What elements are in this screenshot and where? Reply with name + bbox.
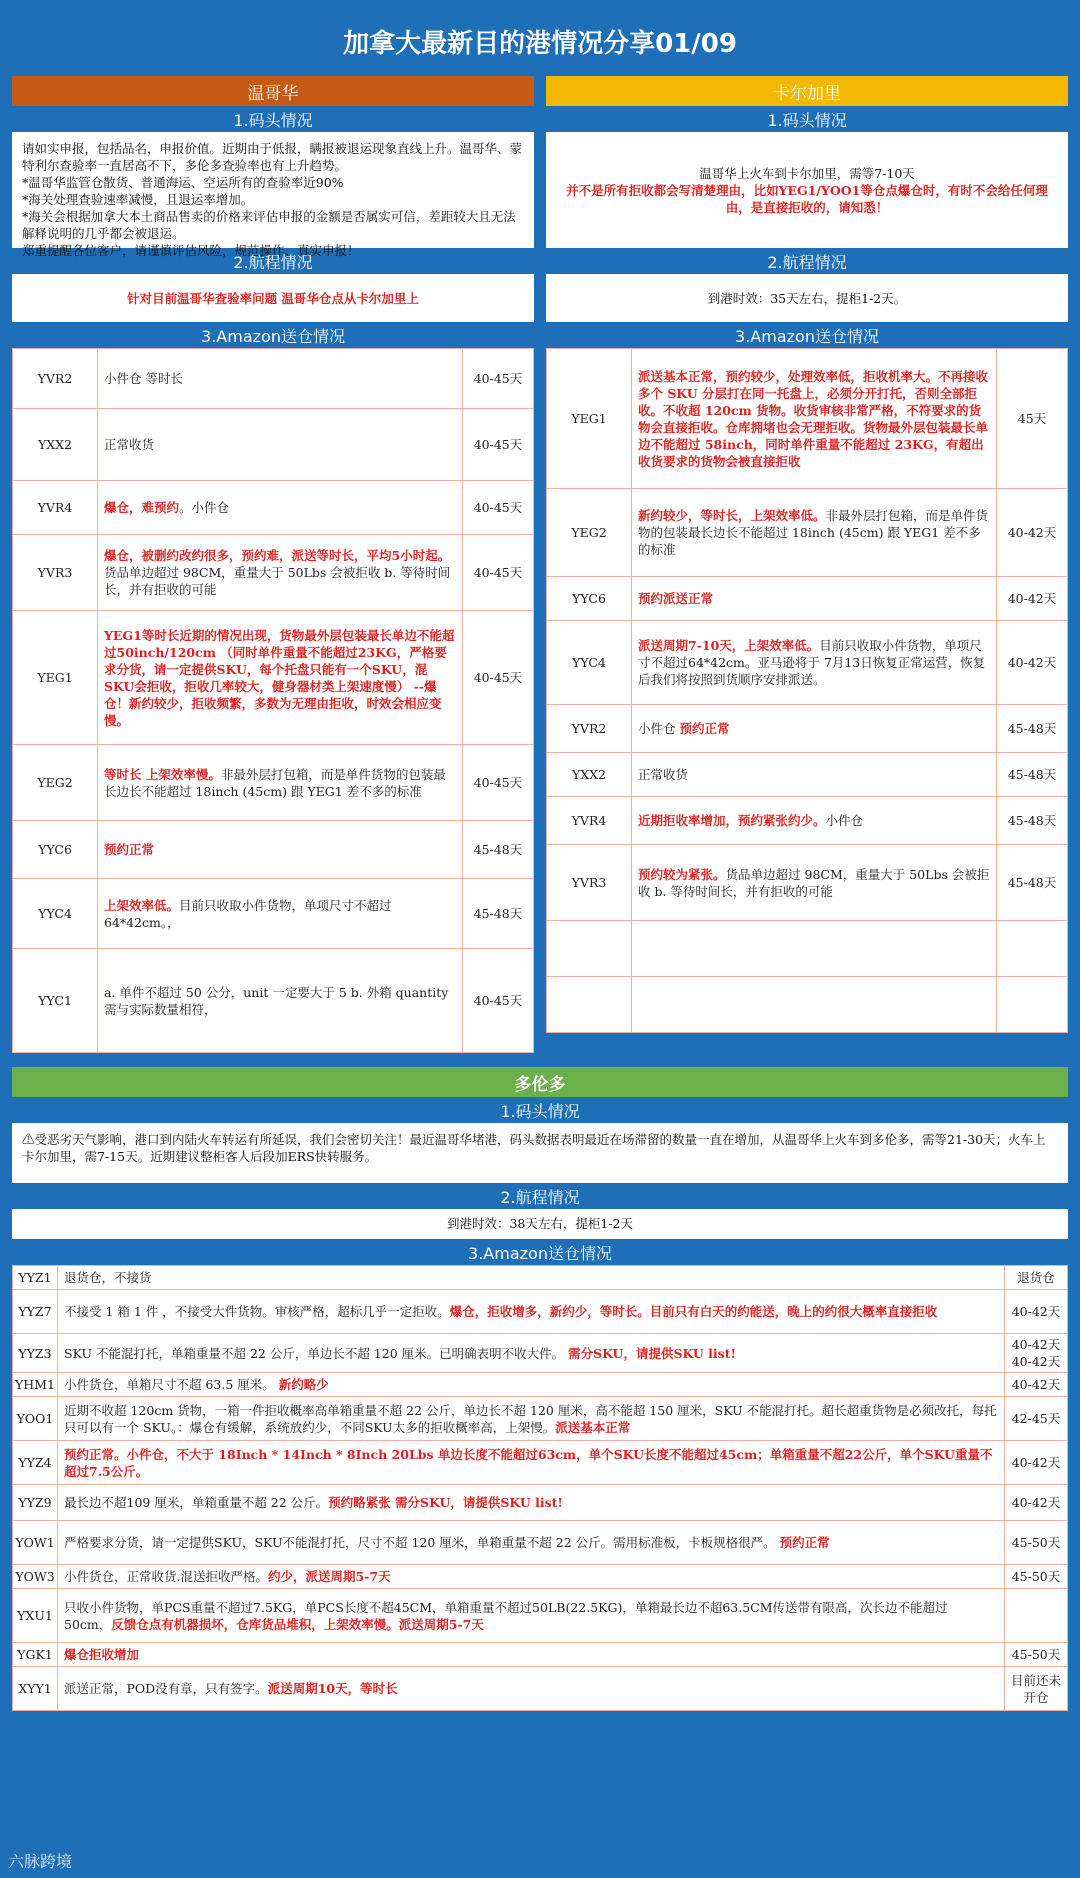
vancouver-amazon-transit-days: 40-45天 — [463, 409, 534, 481]
vancouver-amazon-warehouse-code: YYC4 — [13, 879, 98, 949]
calgary-amazon-row — [547, 845, 1068, 921]
vancouver-amazon-description-part: 上架效率低。 — [104, 897, 180, 913]
calgary-amazon-description-part: 小件仓 — [638, 721, 680, 736]
toronto-amazon-row — [13, 1266, 1068, 1290]
toronto-route-header: 2.航程情况 — [500, 1187, 580, 1207]
calgary-amazon-transit-days: 45-48天 — [997, 845, 1068, 921]
vancouver-amazon-description-part: 爆仓，难预约 — [104, 500, 180, 515]
toronto-amazon-description-part: 只收小件货物，单PCS重量不超过7.5KG，单PCS长度不超45CM，单箱重量不超过50LB(22.5KG)，单箱最长边不超63.5CM传送带有限高，次长边不能超过 50cm， — [64, 1599, 948, 1632]
toronto-dock-header: 1.码头情况 — [500, 1101, 580, 1121]
vancouver-amazon-row — [13, 481, 534, 535]
vancouver-amazon-warehouse-code: YVR2 — [13, 349, 98, 409]
vancouver-amazon-description — [98, 745, 463, 821]
vancouver-route-box — [12, 274, 534, 322]
vancouver-amazon-warehouse-code: YEG2 — [13, 745, 98, 821]
vancouver-amazon-description — [98, 481, 463, 535]
toronto-amazon-warehouse-code: YYZ4 — [13, 1441, 58, 1485]
toronto-amazon-row — [13, 1589, 1068, 1643]
calgary-amazon-transit-days: 40-42天 — [997, 621, 1068, 705]
vancouver-banner: 温哥华 — [12, 76, 534, 106]
toronto-amazon-row — [13, 1334, 1068, 1373]
toronto-amazon-description — [58, 1397, 1005, 1441]
vancouver-amazon-warehouse-code: YXX2 — [13, 409, 98, 481]
calgary-amazon-description-part: 近期拒收率增加，预约紧张约少。 — [638, 813, 826, 828]
vancouver-amazon-description-part: 小件仓 等时长 — [104, 371, 183, 386]
toronto-amazon-warehouse-code: YOW1 — [13, 1521, 58, 1565]
toronto-amazon-row — [13, 1643, 1068, 1667]
vancouver-amazon-warehouse-code: YVR4 — [13, 481, 98, 535]
vancouver-amazon-transit-days: 40-45天 — [463, 481, 534, 535]
vancouver-amazon-header: 3.Amazon送仓情况 — [201, 326, 345, 346]
calgary-amazon-empty-cell — [547, 921, 632, 977]
vancouver-amazon-warehouse-code: YEG1 — [13, 611, 98, 745]
vancouver-amazon-row — [13, 821, 534, 879]
calgary-amazon-empty-cell — [997, 977, 1068, 1033]
toronto-amazon-warehouse-code: YOW3 — [13, 1565, 58, 1589]
calgary-amazon-warehouse-code: YEG2 — [547, 489, 632, 577]
toronto-amazon-description-part: 派送正常，POD没有章，只有签字。 — [64, 1681, 268, 1696]
calgary-amazon-description-part: 派送基本正常，预约较少，处理效率低，拒收机率大。不再接收多个 SKU 分层打在同一托盘上，必须分开打托，否则全部拒收。不收超 120cm 货物。收货审核非常严格，不符要求的货物会直接拒收。仓库拥堵也会无理拒收。货物最外层包装最长单边不能超过 58inch，同时单件重量不能超过 23KG，有超出收货要求的货物会被直接拒收 — [638, 368, 989, 469]
calgary-banner: 卡尔加里 — [546, 76, 1068, 106]
toronto-amazon-transit-days: 40-42天 — [1005, 1441, 1068, 1485]
toronto-amazon-description-part: SKU 不能混打托，单箱重量不超 22 公斤，单边长不超 120 厘米。已明确表明不收大件。 — [64, 1345, 569, 1361]
calgary-amazon-description — [632, 349, 997, 489]
toronto-amazon-description — [58, 1485, 1005, 1521]
vancouver-amazon-description — [98, 535, 463, 611]
calgary-amazon-description-part: 预约正常 — [679, 721, 730, 736]
vancouver-amazon-row — [13, 535, 534, 611]
toronto-amazon-description — [58, 1667, 1005, 1711]
toronto-amazon-description-part: 预约正常。小件仓，不大于 18Inch * 14Inch * 8Inch 20Lbs 单边长度不能超过63cm，单个SKU长度不能超过45cm；单箱重量不超22公斤，单个SKU重量不超过7.5公斤。 — [64, 1446, 993, 1479]
vancouver-amazon-description-part: 目前只收取小件货物，单项尺寸不超过 64*42cm。， — [104, 897, 392, 930]
toronto-amazon-description-part: 反馈仓点有机器损坏，仓库货品堆积，上架效率慢。派送周期5-7天 — [111, 1616, 484, 1632]
toronto-amazon-warehouse-code: YHM1 — [13, 1373, 58, 1397]
calgary-amazon-empty-cell — [997, 921, 1068, 977]
vancouver-amazon-warehouse-code: YYC1 — [13, 949, 98, 1053]
toronto-amazon-description — [58, 1441, 1005, 1485]
toronto-dock-box — [12, 1123, 1068, 1183]
vancouver-amazon-warehouse-code: YVR3 — [13, 535, 98, 611]
vancouver-amazon-row — [13, 745, 534, 821]
toronto-amazon-row — [13, 1667, 1068, 1711]
vancouver-dock-line: *海关处理查验速率减慢，且退运率增加。 — [22, 192, 254, 207]
vancouver-amazon-description — [98, 821, 463, 879]
vancouver-amazon-transit-days: 40-45天 — [463, 745, 534, 821]
vancouver-amazon-description-part: 正常收货 — [104, 437, 155, 452]
toronto-amazon-description-part: 新约略少 — [278, 1377, 329, 1392]
calgary-amazon-description — [632, 489, 997, 577]
vancouver-amazon-description-part: 爆仓，被删约改约很多，预约难，派送等时长，平均5小时起。 — [104, 548, 451, 563]
calgary-amazon-empty-row — [547, 921, 1068, 977]
page-title: 加拿大最新目的港情况分享01/09 — [343, 28, 737, 59]
calgary-amazon-description-part: 正常收货 — [638, 767, 689, 782]
toronto-amazon-warehouse-code: YOO1 — [13, 1397, 58, 1441]
calgary-amazon-description-part: 小件仓 — [825, 813, 864, 828]
calgary-amazon-warehouse-code: YVR4 — [547, 797, 632, 845]
calgary-amazon-description — [632, 797, 997, 845]
vancouver-amazon-description-part: 。小件仓 — [179, 500, 230, 515]
toronto-amazon-transit-days: 40-42天 40-42天 — [1005, 1334, 1068, 1373]
toronto-amazon-row — [13, 1565, 1068, 1589]
toronto-amazon-table — [12, 1265, 1068, 1711]
vancouver-amazon-transit-days: 45-48天 — [463, 821, 534, 879]
vancouver-amazon-row — [13, 879, 534, 949]
toronto-amazon-transit-days: 45-50天 — [1005, 1643, 1068, 1667]
calgary-amazon-row — [547, 489, 1068, 577]
toronto-amazon-warehouse-code: YYZ3 — [13, 1334, 58, 1373]
calgary-amazon-row — [547, 577, 1068, 621]
calgary-amazon-description-part: 预约派送正常 — [638, 591, 714, 606]
toronto-amazon-description-part: 严格要求分货，请一定提供SKU，SKU不能混打托，尺寸不超 120 厘米，单箱重量不超 22 公斤。需用标准板，卡板规格很严。 — [64, 1535, 780, 1550]
vancouver-amazon-transit-days: 40-45天 — [463, 349, 534, 409]
toronto-amazon-row — [13, 1485, 1068, 1521]
toronto-amazon-description — [58, 1290, 1005, 1334]
toronto-amazon-description — [58, 1565, 1005, 1589]
calgary-amazon-transit-days: 40-42天 — [997, 577, 1068, 621]
vancouver-route-text: 针对目前温哥华查验率问题 温哥华仓点从卡尔加里上 — [127, 290, 419, 306]
toronto-amazon-transit-days: 40-42天 — [1005, 1373, 1068, 1397]
calgary-amazon-empty-cell — [632, 921, 997, 977]
calgary-dock-header: 1.码头情况 — [767, 110, 847, 130]
vancouver-amazon-description-part: 非最外层打包箱，而是单件货物的包装最长边长不能超过 18inch (45cm) 跟 YEG1 差不多的标准 — [104, 766, 446, 799]
vancouver-amazon-transit-days: 40-45天 — [463, 611, 534, 745]
toronto-amazon-description-part: 不接受 1 箱 1 件 ，不接受大件货物。审核严格，超标几乎一定拒收。 — [64, 1304, 450, 1319]
calgary-amazon-description-part: 新约较少，等时长，上架效率低。 — [638, 508, 826, 523]
calgary-amazon-description — [632, 621, 997, 705]
calgary-amazon-description — [632, 845, 997, 921]
toronto-amazon-description — [58, 1643, 1005, 1667]
brand-logo: 六脉跨境 — [8, 1852, 73, 1871]
vancouver-dock-header: 1.码头情况 — [233, 110, 313, 130]
toronto-amazon-description — [58, 1521, 1005, 1565]
calgary-dock-box — [546, 132, 1068, 248]
toronto-amazon-transit-days: 40-42天 — [1005, 1485, 1068, 1521]
toronto-amazon-row — [13, 1397, 1068, 1441]
vancouver-dock-line: 郑重提醒各位客户，请谨慎评估风险，规范操作、真实申报！ — [22, 243, 360, 258]
vancouver-amazon-description-part: 预约正常 — [104, 842, 155, 857]
vancouver-amazon-row — [13, 611, 534, 745]
calgary-amazon-transit-days: 45-48天 — [997, 797, 1068, 845]
calgary-amazon-transit-days: 40-42天 — [997, 489, 1068, 577]
calgary-amazon-description — [632, 705, 997, 753]
toronto-amazon-header: 3.Amazon送仓情况 — [468, 1243, 612, 1263]
toronto-amazon-description — [58, 1334, 1005, 1373]
toronto-banner: 多伦多 — [12, 1067, 1068, 1097]
toronto-amazon-description-part: 派送基本正常 — [555, 1419, 631, 1435]
toronto-amazon-row — [13, 1373, 1068, 1397]
vancouver-amazon-transit-days: 40-45天 — [463, 535, 534, 611]
vancouver-amazon-row — [13, 409, 534, 481]
calgary-amazon-description-part: 派送周期7-10天，上架效率低。 — [638, 638, 820, 653]
vancouver-amazon-description — [98, 949, 463, 1053]
toronto-amazon-transit-days: 退货仓 — [1005, 1266, 1068, 1290]
vancouver-amazon-description — [98, 611, 463, 745]
calgary-route-box — [546, 274, 1068, 322]
calgary-amazon-row — [547, 349, 1068, 489]
toronto-amazon-description-part: 需分SKU，请提供SKU list! — [568, 1345, 736, 1361]
vancouver-amazon-description — [98, 349, 463, 409]
vancouver-amazon-description — [98, 409, 463, 481]
vancouver-amazon-warehouse-code: YYC6 — [13, 821, 98, 879]
vancouver-amazon-transit-days: 45-48天 — [463, 879, 534, 949]
calgary-dock-red: 并不是所有拒收都会写清楚理由，比如YEG1/YOO1等仓点爆仓时，有时不会给任何理由，是直接拒收的，请知悉！ — [566, 182, 1048, 215]
toronto-amazon-transit-days: 45-50天 — [1005, 1521, 1068, 1565]
calgary-amazon-row — [547, 705, 1068, 753]
vancouver-amazon-row — [13, 949, 534, 1053]
toronto-section — [8, 1067, 1072, 1711]
calgary-amazon-description-part: 预约较为紧张。 — [638, 866, 726, 882]
toronto-amazon-description-part: 爆仓，拒收增多，新约少，等时长。目前只有白天的约能送，晚上的约很大概率直接拒收 — [449, 1304, 938, 1319]
vancouver-column — [12, 76, 534, 1053]
toronto-amazon-description-part: 爆仓拒收增加 — [64, 1647, 140, 1662]
calgary-dock-plain: 温哥华上火车到卡尔加里，需等7-10天 — [699, 165, 915, 181]
toronto-route-box — [12, 1209, 1068, 1239]
calgary-amazon-transit-days: 45-48天 — [997, 753, 1068, 797]
toronto-amazon-transit-days: 目前还未开仓 — [1005, 1667, 1068, 1711]
vancouver-dock-line: 请如实申报，包括品名，申报价值。近期由于低报，瞒报被退运现象直线上升。温哥华、蒙特利尔查验率一直居高不下，多伦多查验率也有上升趋势。 — [22, 141, 523, 173]
toronto-amazon-description-part: 退货仓，不接货 — [64, 1270, 152, 1285]
vancouver-amazon-description-part: YEG1等时长近期的情况出现，货物最外层包装最长单边不能超过50inch/120cm （同时单件重量不能超过23KG，严格要求分货，请一定提供SKU，每个托盘只能有一个SKU，混SKU会拒收，拒收几率较大，健身器材类上架速度慢） --爆仓！新约较少，拒收频繁，多数为无理由拒收，时效会相应变慢。 — [104, 627, 455, 728]
calgary-amazon-description — [632, 753, 997, 797]
toronto-amazon-warehouse-code: XYY1 — [13, 1667, 58, 1711]
calgary-amazon-warehouse-code: YVR3 — [547, 845, 632, 921]
toronto-amazon-warehouse-code: YGK1 — [13, 1643, 58, 1667]
calgary-route-header: 2.航程情况 — [767, 252, 847, 272]
calgary-amazon-warehouse-code: YVR2 — [547, 705, 632, 753]
calgary-amazon-warehouse-code: YYC4 — [547, 621, 632, 705]
vancouver-amazon-description — [98, 879, 463, 949]
toronto-route-text: 到港时效：38天左右，提柜1-2天 — [446, 1216, 634, 1231]
calgary-route-text: 到港时效：35天左右，提柜1-2天。 — [707, 290, 907, 306]
vancouver-amazon-description-part: 货品单边超过 98CM，重量大于 50Lbs 会被拒收 b. 等待时间长，并有拒收的可能 — [104, 565, 451, 597]
calgary-amazon-description-part: 货品单边超过 98CM，重量大于 50Lbs 会被拒收 b. 等待时间长，并有拒收的可能 — [638, 866, 990, 899]
calgary-amazon-row — [547, 753, 1068, 797]
calgary-amazon-description — [632, 577, 997, 621]
toronto-amazon-warehouse-code: YYZ1 — [13, 1266, 58, 1290]
toronto-amazon-description — [58, 1373, 1005, 1397]
calgary-amazon-warehouse-code: YYC6 — [547, 577, 632, 621]
calgary-amazon-description-part: 非最外层打包箱，而是单件货物的包装最长边长不能超过 18inch (45cm) 跟 YEG1 差不多的标准 — [638, 508, 989, 557]
toronto-amazon-transit-days: 40-42天 — [1005, 1290, 1068, 1334]
calgary-column — [546, 76, 1068, 1053]
toronto-amazon-description-part: 小件货仓，正常收货.混送拒收严格。 — [64, 1569, 268, 1584]
toronto-dock-text: ⚠受恶劣天气影响，港口到内陆火车转运有所延误，我们会密切关注！最近温哥华堵港，码头数据表明最近在场滞留的数量一直在增加，从温哥华上火车到多伦多，需等21-30天；火车上卡尔加里，需7-15天。近期建议整柜客人后段加ERS快转服务。 — [22, 1132, 1046, 1164]
toronto-amazon-warehouse-code: YYZ9 — [13, 1485, 58, 1521]
toronto-amazon-description-part: 派送周期10天，等时长 — [267, 1681, 398, 1696]
toronto-amazon-description-part: 预约正常 — [779, 1535, 830, 1550]
calgary-amazon-header: 3.Amazon送仓情况 — [735, 326, 879, 346]
toronto-amazon-warehouse-code: YXU1 — [13, 1589, 58, 1643]
vancouver-dock-line: *海关会根据加拿大本土商品售卖的价格来评估申报的金额是否属实可信，差距较大且无法解释说明的几乎都会被退运。 — [22, 209, 516, 241]
toronto-amazon-description-part: 近期不收超 120cm 货物，一箱一件拒收概率高单箱重量不超 22 公斤，单边长不超 120 厘米，高不能超 150 厘米，SKU 不能混打托。超长超重货物是必须改托，每托只可以有一个 SKU。：爆仓有缓解，系统放约少，不同SKU太多的拒收概率高，上架慢。 — [64, 1402, 997, 1435]
calgary-amazon-row — [547, 621, 1068, 705]
toronto-amazon-transit-days: 42-45天 — [1005, 1397, 1068, 1441]
toronto-amazon-transit-days — [1005, 1589, 1068, 1643]
vancouver-amazon-table — [12, 348, 534, 1053]
vancouver-amazon-description-part: 等时长 上架效率慢。 — [104, 766, 221, 782]
vancouver-dock-line: *温哥华监管仓散货、普通海运、空运所有的查验率近90% — [22, 175, 344, 190]
toronto-amazon-row — [13, 1290, 1068, 1334]
calgary-amazon-warehouse-code: YEG1 — [547, 349, 632, 489]
toronto-amazon-description-part: 约少，派送周期5-7天 — [267, 1569, 391, 1584]
toronto-amazon-warehouse-code: YYZ7 — [13, 1290, 58, 1334]
calgary-amazon-empty-cell — [547, 977, 632, 1033]
vancouver-dock-box — [12, 132, 534, 258]
vancouver-route-header: 2.航程情况 — [233, 252, 313, 272]
vancouver-amazon-row — [13, 349, 534, 409]
toronto-amazon-row — [13, 1441, 1068, 1485]
toronto-amazon-description-part: 预约略紧张 需分SKU，请提供SKU list! — [328, 1495, 563, 1510]
toronto-amazon-row — [13, 1521, 1068, 1565]
vancouver-amazon-description-part: a. 单件不超过 50 公分，unit 一定要大于 5 b. 外箱 quantity 需与实际数量相符， — [104, 984, 449, 1017]
calgary-amazon-empty-cell — [632, 977, 997, 1033]
calgary-amazon-warehouse-code: YXX2 — [547, 753, 632, 797]
toronto-amazon-description-part: 最长边不超109 厘米，单箱重量不超 22 公斤。 — [64, 1495, 329, 1510]
calgary-amazon-transit-days: 45-48天 — [997, 705, 1068, 753]
vancouver-amazon-transit-days: 40-45天 — [463, 949, 534, 1053]
calgary-amazon-empty-row — [547, 977, 1068, 1033]
toronto-amazon-transit-days: 45-50天 — [1005, 1565, 1068, 1589]
calgary-amazon-transit-days: 45天 — [997, 349, 1068, 489]
calgary-amazon-description-part: 目前只收取小件货物，单项尺寸不超过64*42cm。亚马逊将于 7月13日恢复正常运营，恢复后我们将按照到货顺序安排派送。 — [638, 638, 986, 687]
toronto-amazon-description — [58, 1266, 1005, 1290]
calgary-amazon-row — [547, 797, 1068, 845]
calgary-amazon-table — [546, 348, 1068, 1033]
toronto-amazon-description-part: 小件货仓，单箱尺寸不超 63.5 厘米。 — [64, 1377, 279, 1392]
toronto-amazon-description — [58, 1589, 1005, 1643]
